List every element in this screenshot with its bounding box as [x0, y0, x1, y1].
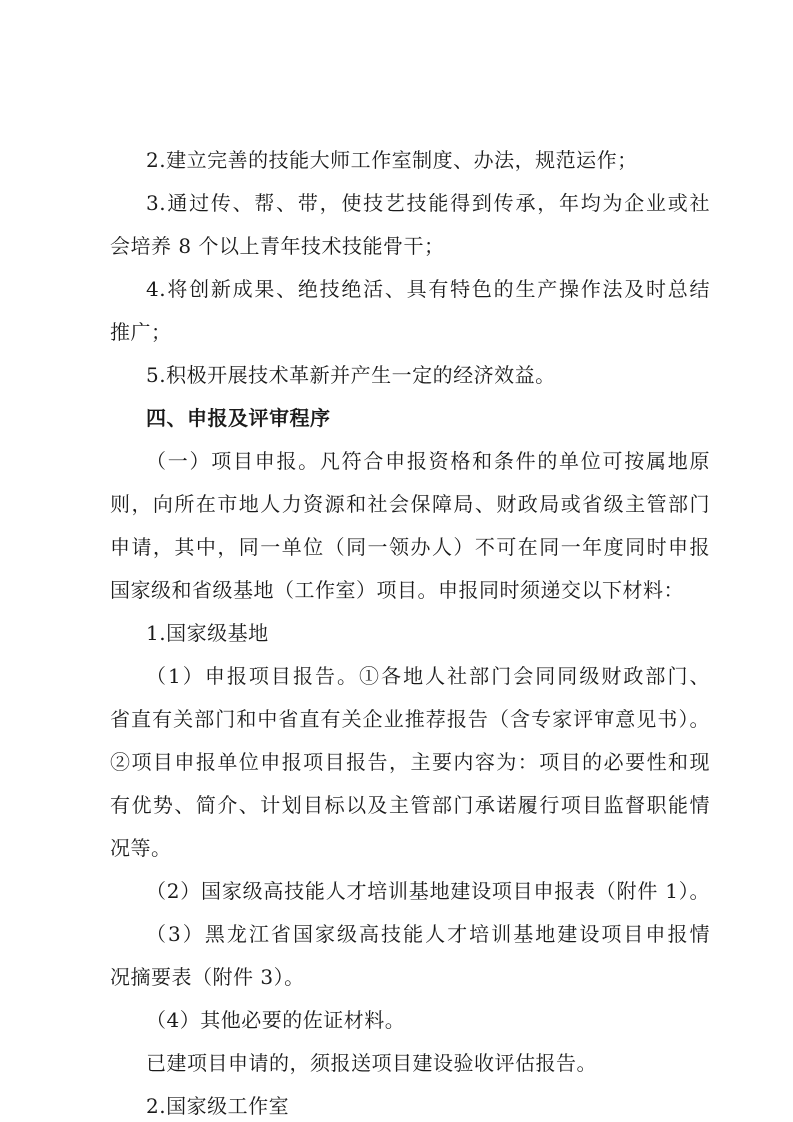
paragraph-line: 已建项目申请的，须报送项目建设验收评估报告。	[146, 1051, 597, 1075]
list-item-3-line-1: 3.通过传、帮、带，使技艺技能得到传承，年均为企业或社	[146, 191, 710, 215]
section-heading: 四、申报及评审程序	[146, 406, 331, 430]
list-item-4-line-1: 4.将创新成果、绝技绝活、具有特色的生产操作法及时总结	[146, 277, 710, 301]
paragraph-line: （2）国家级高技能人才培训基地建设项目申报表（附件 1）。	[146, 879, 710, 903]
paragraph-line: 有优势、简介、计划目标以及主管部门承诺履行项目监督职能情	[110, 793, 710, 817]
paragraph-line: 况等。	[110, 836, 172, 860]
paragraph-line: ②项目申报单位申报项目报告，主要内容为：项目的必要性和现	[110, 750, 710, 774]
subsection-title: 2.国家级工作室	[146, 1094, 290, 1118]
list-item-5: 5.积极开展技术革新并产生一定的经济效益。	[146, 363, 556, 387]
paragraph-line: （4）其他必要的佐证材料。	[146, 1008, 406, 1032]
paragraph-line: 国家级和省级基地（工作室）项目。申报同时须递交以下材料：	[110, 578, 684, 602]
paragraph-line: （3）黑龙江省国家级高技能人才培训基地建设项目申报情	[146, 922, 710, 946]
paragraph-line: 况摘要表（附件 3）。	[110, 965, 305, 989]
paragraph-line: （1）申报项目报告。①各地人社部门会同同级财政部门、	[146, 664, 710, 688]
paragraph-line: 则，向所在市地人力资源和社会保障局、财政局或省级主管部门	[110, 492, 710, 516]
list-item-2: 2.建立完善的技能大师工作室制度、办法，规范运作；	[146, 148, 638, 172]
paragraph-line: 省直有关部门和中省直有关企业推荐报告（含专家评审意见书）。	[110, 707, 710, 731]
list-item-3-line-2: 会培养 8 个以上青年技术技能骨干；	[110, 234, 445, 258]
paragraph-line: 申请，其中，同一单位（同一领办人）不可在同一年度同时申报	[110, 535, 710, 559]
paragraph-line: （一）项目申报。凡符合申报资格和条件的单位可按属地原	[146, 449, 710, 473]
subsection-title: 1.国家级基地	[146, 621, 269, 645]
list-item-4-line-2: 推广；	[110, 320, 172, 344]
